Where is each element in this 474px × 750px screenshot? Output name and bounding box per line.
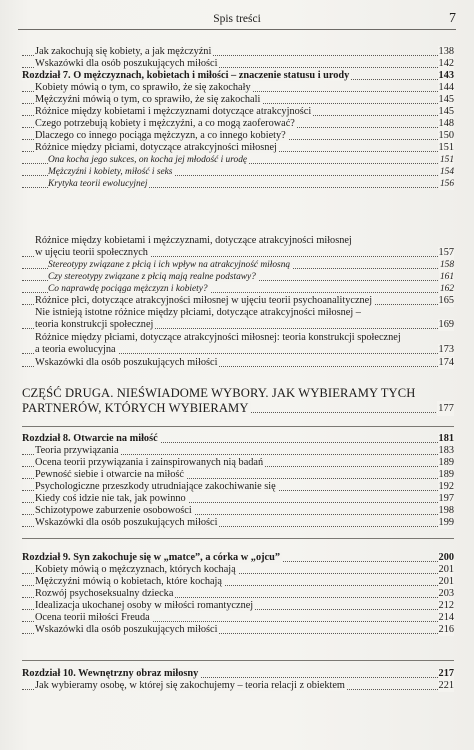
toc-entry-text: Różnice między kobietami i mężczyznami dotyczące atrakcyjności (35, 106, 312, 117)
toc-entry (22, 154, 454, 166)
toc-chapter-entry (22, 552, 454, 564)
toc-entry-wrap-1 (22, 235, 454, 259)
toc-entry-text: Mężczyźni mówią o kobietach, które kochają (35, 576, 222, 587)
toc-entry (22, 445, 454, 457)
toc-page-number: 189 (438, 457, 454, 468)
part-title-line2-row (22, 401, 454, 416)
toc-entry-text: Rozdział 9. Syn zakochuje się w „matce”, a córka w „ojcu” (22, 552, 280, 563)
toc-page-number: 198 (438, 505, 454, 516)
toc-page-number: 221 (438, 680, 454, 691)
toc-entry (22, 505, 454, 517)
toc-entry-text: Różnice między płciami, dotyczące atrakcyjności miłosnej (35, 142, 277, 153)
toc-entry-text: Co naprawdę pociąga mężczyzn i kobiety? (48, 284, 208, 294)
toc-entry-text: Krytyka teorii ewolucyjnej (48, 179, 148, 189)
toc-page-number: 217 (438, 668, 454, 679)
toc-page-number: 151 (439, 155, 454, 165)
toc-page-number: 181 (438, 433, 454, 444)
toc-page-number: 216 (438, 624, 454, 635)
toc-entry-text: Pewność siebie i otwarcie na miłość (35, 469, 184, 480)
toc-entry-text: a teoria ewolucyjna (35, 344, 116, 355)
toc-entry (22, 106, 454, 118)
toc-section-ch6-ch7 (22, 46, 454, 190)
toc-page-number: 148 (438, 118, 454, 129)
toc-entry-text: Mężczyźni i kobiety, miłość i seks (48, 167, 173, 177)
chapter-divider (22, 426, 454, 427)
toc-chapter-10 (22, 668, 454, 692)
toc-entry-text: Kobiety mówią o tym, co sprawiło, że się zakochały (35, 82, 251, 93)
toc-page-number: 200 (438, 552, 454, 563)
toc-entry (22, 247, 454, 259)
toc-entry (22, 82, 454, 94)
toc-entry (22, 46, 454, 58)
toc-entry-text: w ujęciu teorii społecznych (35, 247, 148, 258)
toc-entry-text: Dlaczego co innego pociąga mężczyzn, a co innego kobiety? (35, 130, 286, 141)
toc-entry (22, 624, 454, 636)
toc-page-number: 150 (438, 130, 454, 141)
toc-entry (22, 94, 454, 106)
toc-page-number: 165 (438, 295, 454, 306)
toc-page-number: 144 (438, 82, 454, 93)
toc-entry (22, 612, 454, 624)
toc-entry (22, 357, 454, 369)
toc-entry-text: Ona kocha jego sukces, on kocha jej młodość i urodę (48, 155, 248, 165)
toc-entry (22, 142, 454, 154)
toc-entry-text: Wskazówki dla osób poszukujących miłości (35, 357, 218, 368)
toc-entry-text: Wskazówki dla osób poszukujących miłości (35, 624, 218, 635)
toc-page-number: 145 (438, 106, 454, 117)
toc-page-number: 201 (438, 564, 454, 575)
toc-entry-wrap-2 (22, 307, 454, 331)
toc-page-number: 173 (438, 344, 454, 355)
toc-entry-text: Psychologiczne przeszkody utrudniające zakochiwanie się (35, 481, 276, 492)
toc-entry-text: Mężczyźni mówią o tym, co sprawiło, że się zakochali (35, 94, 261, 105)
chapter-divider (22, 660, 454, 661)
toc-entry-text: Kiedy coś idzie nie tak, jak powinno (35, 493, 186, 504)
running-header (18, 13, 456, 30)
toc-page-number: 197 (438, 493, 454, 504)
toc-entry-line: Różnice między kobietami i mężczyznami, dotyczące atrakcyjności miłosnej (35, 235, 352, 246)
toc-entry (22, 493, 454, 505)
part-title-line1: CZĘŚĆ DRUGA. NIEŚWIADOME WYBORY. JAK WYBIERAMY TYCH (22, 386, 416, 400)
toc-entry-wrap-3 (22, 332, 454, 356)
toc-page-number: 199 (438, 517, 454, 528)
toc-entry-text: Idealizacja ukochanej osoby w miłości romantycznej (35, 600, 254, 611)
toc-entry (22, 564, 454, 576)
toc-entry-line: Nie istnieją istotne różnice między płciami, dotyczące atrakcyjności miłosnej – (35, 307, 361, 318)
toc-entry (22, 118, 454, 130)
toc-section-stereotypes (22, 259, 454, 307)
toc-chapter-entry (22, 668, 454, 680)
toc-entry (22, 319, 454, 331)
toc-page-number: 162 (439, 284, 454, 294)
toc-page-number: 201 (438, 576, 454, 587)
toc-entry (22, 469, 454, 481)
toc-page-number: 169 (438, 319, 454, 330)
toc-entry-text: Wskazówki dla osób poszukujących miłości (35, 517, 218, 528)
toc-entry (22, 58, 454, 70)
toc-entry (22, 283, 454, 295)
toc-entry-text: Teoria przywiązania (35, 445, 119, 456)
toc-entry (22, 271, 454, 283)
toc-entry-text: Wskazówki dla osób poszukujących miłości (35, 58, 218, 69)
toc-entry-line: Różnice między płciami, dotyczące atrakcyjności miłosnej: teoria konstrukcji społecznej (35, 332, 401, 343)
toc-page-number: 183 (438, 445, 454, 456)
toc-page-number: 156 (439, 179, 454, 189)
toc-page-number: 143 (438, 70, 454, 81)
toc-entry-text: Rozdział 7. O mężczyznach, kobietach i miłości – znaczenie statusu i urody (22, 70, 350, 81)
toc-entry (22, 178, 454, 190)
toc-entry-text: Ocena teorii miłości Freuda (35, 612, 150, 623)
toc-entry-text: Rozdział 10. Wewnętrzny obraz miłosny (22, 668, 199, 679)
toc-chapter-entry (22, 70, 454, 82)
toc-page-number: 145 (438, 94, 454, 105)
toc-entry-text: Jak zakochują się kobiety, a jak mężczyźni (35, 46, 212, 57)
toc-page-number: 203 (438, 588, 454, 599)
part-page-number: 177 (438, 403, 454, 414)
toc-entry-text: Różnice płci, dotyczące atrakcyjności miłosnej w ujęciu teorii psychoanalitycznej (35, 295, 373, 306)
toc-entry-text: Rozdział 8. Otwarcie na miłość (22, 433, 158, 444)
toc-entry-text: Czego potrzebują kobiety i mężczyźni, a co mogą zaoferować? (35, 118, 295, 129)
toc-page-number: 214 (438, 612, 454, 623)
toc-section-tips (22, 357, 454, 369)
toc-entry-text: Kobiety mówią o mężczyznach, których kochają (35, 564, 236, 575)
toc-chapter-9 (22, 552, 454, 636)
toc-entry-text: Schizotypowe zaburzenie osobowości (35, 505, 192, 516)
toc-page-number: 192 (438, 481, 454, 492)
header-page-number: 7 (449, 11, 456, 26)
toc-entry (22, 259, 454, 271)
toc-page-number: 138 (438, 46, 454, 57)
part-title-line2: PARTNERÓW, KTÓRYCH WYBIERAMY (22, 401, 249, 415)
toc-entry (22, 130, 454, 142)
toc-entry (22, 166, 454, 178)
toc-entry-text: Stereotypy związane z płcią i ich wpływ na atrakcyjność miłosną (48, 260, 291, 270)
toc-entry (22, 680, 454, 692)
toc-entry (22, 457, 454, 469)
toc-page-number: 212 (438, 600, 454, 611)
toc-page-number: 189 (438, 469, 454, 480)
chapter-divider (22, 538, 454, 539)
toc-page-number: 158 (439, 260, 454, 270)
toc-entry (22, 517, 454, 529)
toc-page-number: 157 (438, 247, 454, 258)
header-title: Spis treści (213, 13, 261, 25)
toc-page-number: 174 (438, 357, 454, 368)
part-two-heading (22, 386, 454, 416)
toc-chapter-8 (22, 433, 454, 529)
toc-entry-text: Jak wybieramy osobę, w której się zakochujemy – teoria relacji z obiektem (35, 680, 345, 691)
toc-page-number: 151 (438, 142, 454, 153)
toc-page-number: 142 (438, 58, 454, 69)
toc-entry (22, 576, 454, 588)
toc-entry-text: teoria konstrukcji społecznej (35, 319, 154, 330)
toc-chapter-entry (22, 433, 454, 445)
toc-page-number: 154 (439, 167, 454, 177)
toc-entry-text: Ocena teorii przywiązania i zainspirowanych nią badań (35, 457, 264, 468)
toc-entry-text: Rozwój psychoseksualny dziecka (35, 588, 174, 599)
toc-entry (22, 600, 454, 612)
toc-entry (22, 344, 454, 356)
toc-entry (22, 481, 454, 493)
toc-entry (22, 588, 454, 600)
toc-entry-text: Czy stereotypy związane z płcią mają realne podstawy? (48, 272, 256, 282)
toc-entry (22, 295, 454, 307)
toc-page-number: 161 (439, 272, 454, 282)
